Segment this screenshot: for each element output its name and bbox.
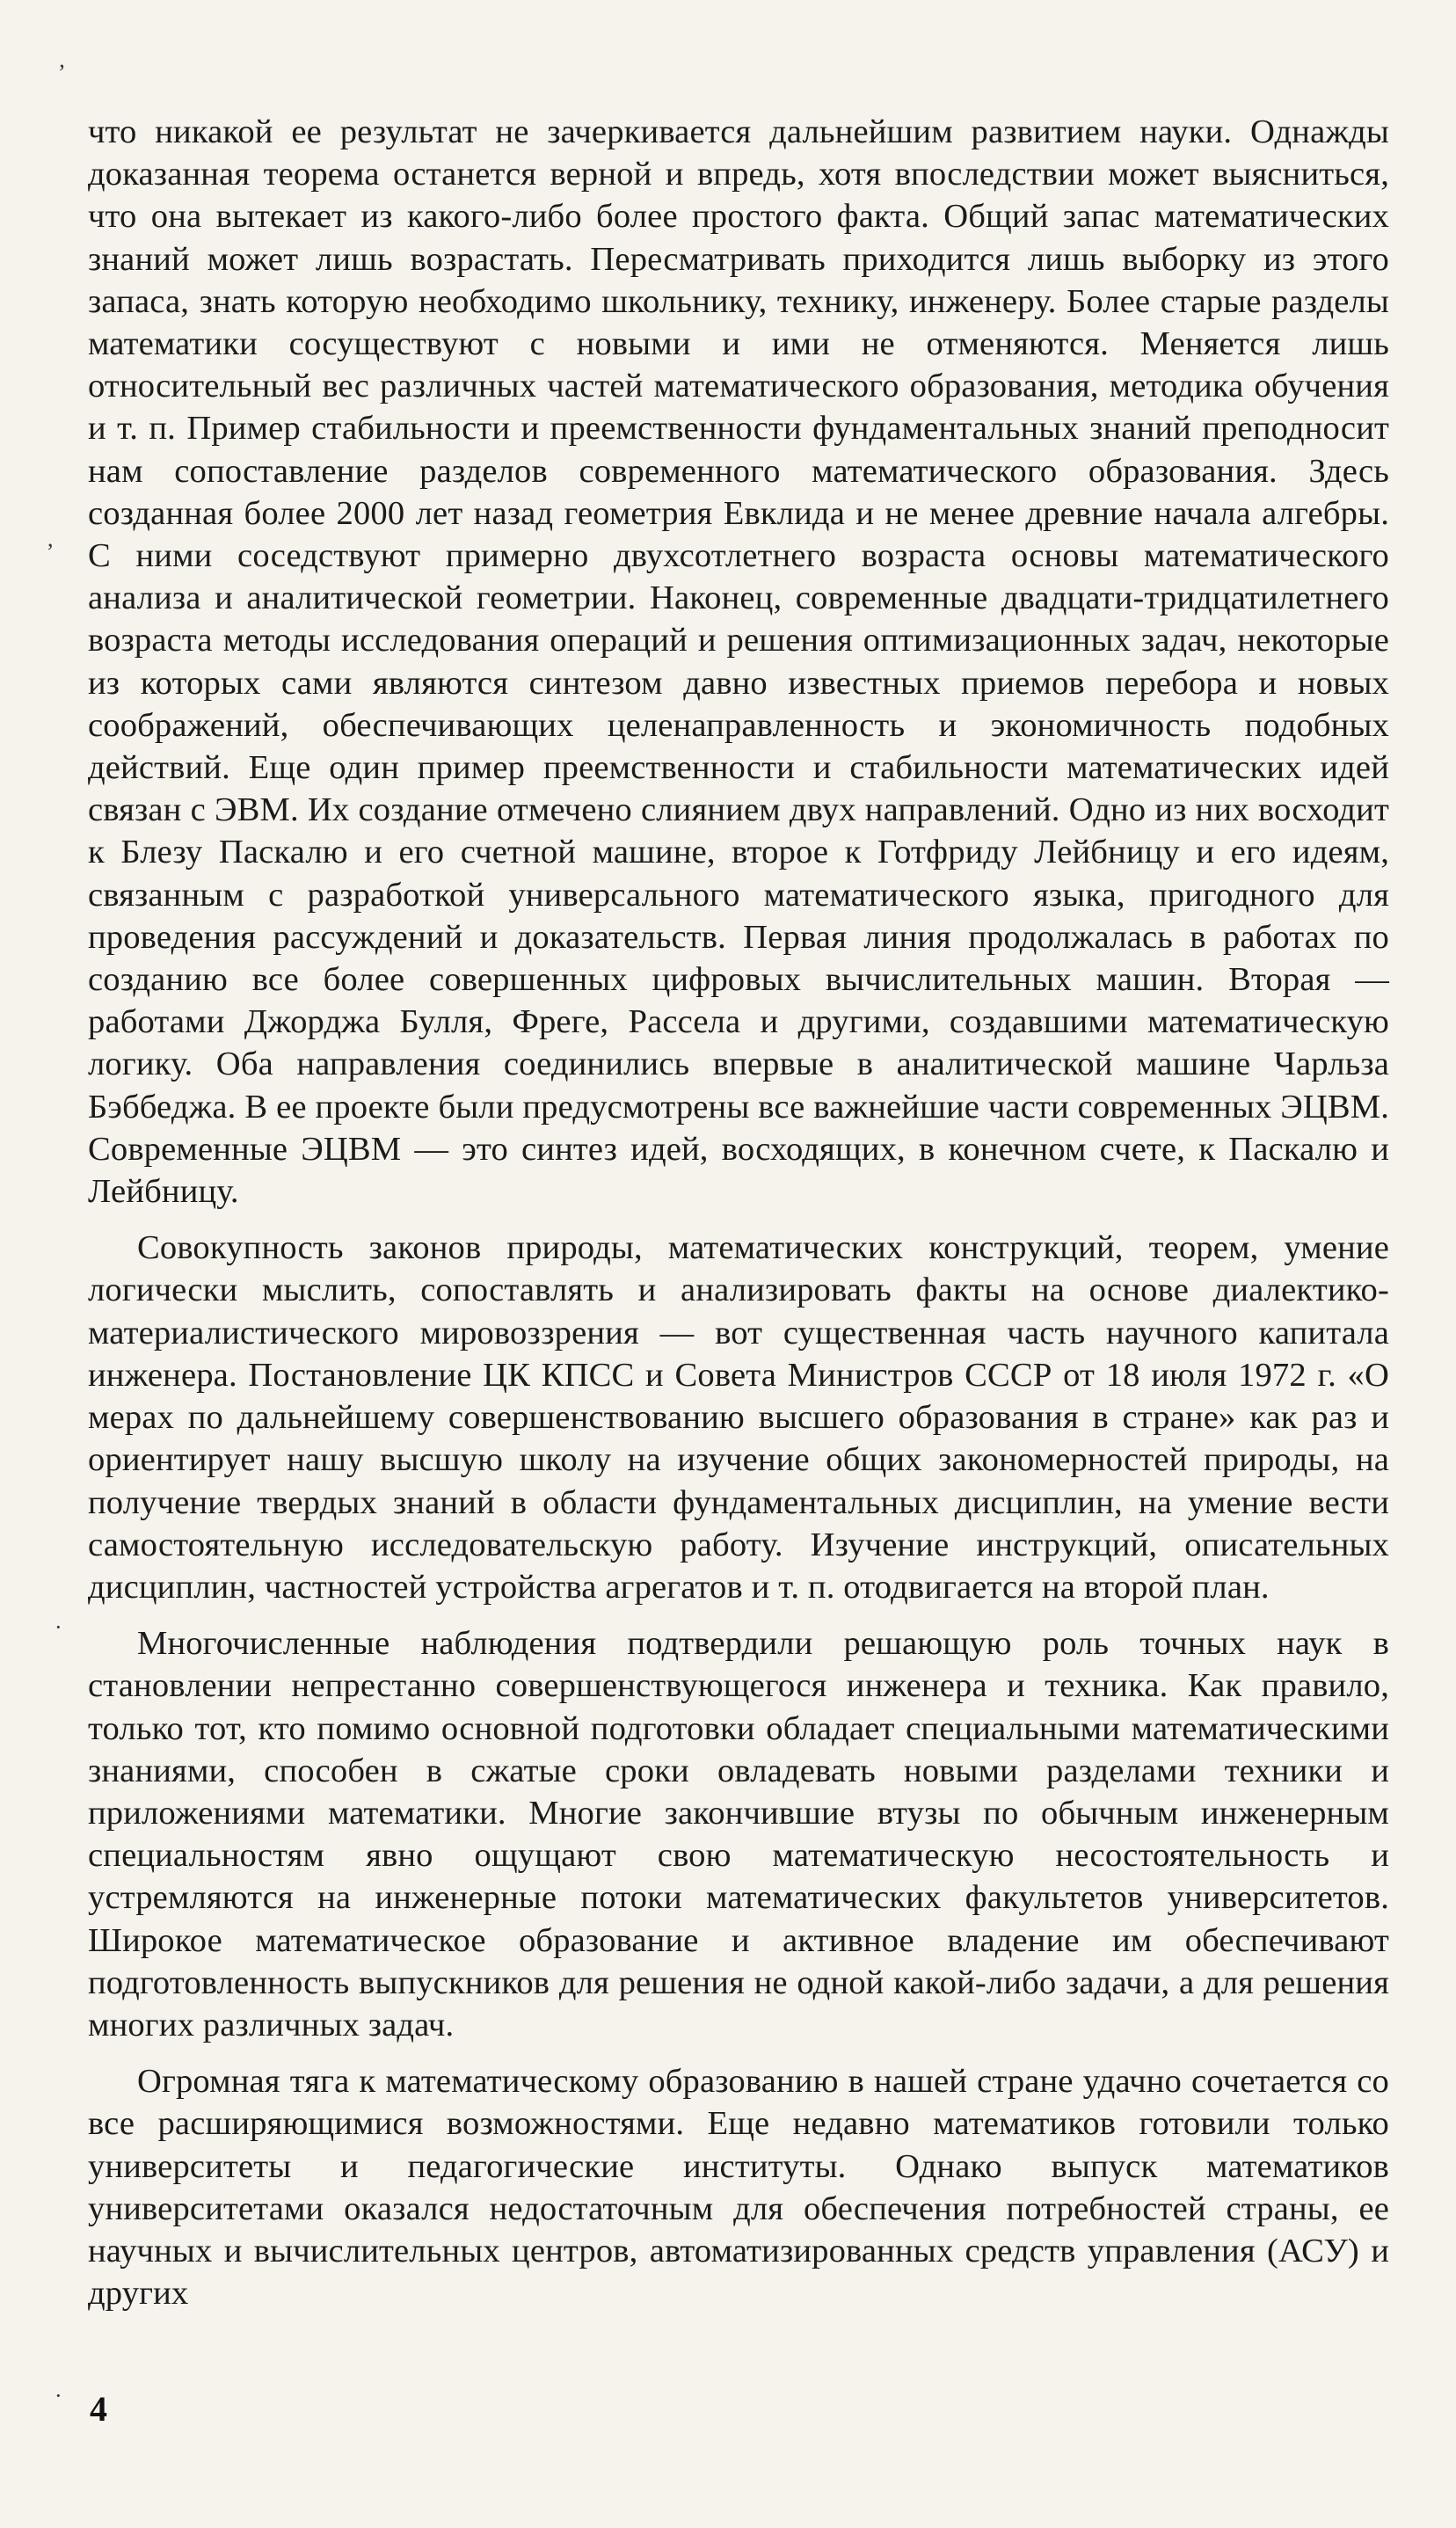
scan-speck: ·	[55, 1614, 62, 1640]
text-column	[88, 111, 1389, 2314]
scan-speck: ,	[47, 526, 54, 551]
paragraph-3: Многочисленные наблюдения подтвердили решающую роль точных наук в становлении непрестанно совершенствующегося инженера и техника. Как правило, только тот, кто помимо основной подготовки обладает специальными математическими знаниями, способен в сжатые сроки овладевать новыми разделами техники и приложениями математики. Многие закончившие втузы по обычным инженерным специальностям явно ощущают свою математическую несостоятельность и устремляются на инженерные потоки математических факультетов университетов. Широкое математическое образование и активное владение им обеспечивают подготовленность выпускников для решения не одной какой-либо задачи, а для решения многих различных задач.	[88, 1625, 1389, 2044]
paragraph-2: Совокупность законов природы, математических конструкций, теорем, умение логически мыслить, сопоставлять и анализировать факты на основе диалектико-материалистического мировоззрения — вот существенная часть научного капитала инженера. Постановление ЦК КПСС и Совета Министров СССР от 18 июля 1972 г. «О мерах по дальнейшему совершенствованию высшего образования в стране» как раз и ориентирует нашу высшую школу на изучение общих закономерностей природы, на получение твердых знаний в области фундаментальных дисциплин, на умение вести самостоятельную исследовательскую работу. Изучение инструкций, описательных дисциплин, частностей устройства агрегатов и т. п. отодвигается на второй план.	[88, 1229, 1389, 1606]
page-number: 4	[90, 2389, 107, 2429]
paragraph-4: Огромная тяга к математическому образованию в нашей стране удачно сочетается со все расширяющимися возможностями. Еще недавно математиков готовили только университеты и педагогические институты. Однако выпуск математиков университетами оказался недостаточным для обеспечения потребностей страны, ее научных и вычислительных центров, автоматизированных средств управления (АСУ) и других	[88, 2063, 1389, 2313]
scan-speck: ·	[55, 2383, 62, 2408]
paragraph-1: что никакой ее результат не зачеркивается дальнейшим развитием науки. Однажды доказанная теорема останется верной и впредь, хотя впоследствии может выясниться, что она вытекает из какого-либо более простого факта. Общий запас математических знаний может лишь возрастать. Пересматривать приходится лишь выборку из этого запаса, знать которую необходимо школьнику, технику, инженеру. Более старые разделы математики сосуществуют с новыми и ими не отменяются. Меняется лишь относительный вес различных частей математического образования, методика обучения и т. п. Пример стабильности и преемственности фундаментальных знаний преподносит нам сопоставление разделов современного математического образования. Здесь созданная более 2000 лет назад геометрия Евклида и не менее древние начала алгебры. С ними соседствуют примерно двухсотлетнего возраста основы математического анализа и аналитической геометрии. Наконец, современные двадцати-тридцатилетнего возраста методы исследования операций и решения оптимизационных задач, некоторые из которых сами являются синтезом давно известных приемов перебора и новых соображений, обеспечивающих целенаправленность и экономичность подобных действий. Еще один пример преемственности и стабильности математических идей связан с ЭВМ. Их создание отмечено слиянием двух направлений. Одно из них восходит к Блезу Паскалю и его счетной машине, второе к Готфриду Лейбницу и его идеям, связанным с разработкой универсального математического языка, пригодного для проведения рассуждений и доказательств. Первая линия продолжалась в работах по созданию все более совершенных цифровых вычислительных машин. Вторая — работами Джорджа Булля, Фреге, Рассела и другими, создавшими математическую логику. Оба направления соединились впервые в аналитической машине Чарльза Бэббеджа. В ее проекте были предусмотрены все важнейшие части современных ЭЦВМ. Современные ЭЦВМ — это синтез идей, восходящих, в конечном счете, к Паскалю и Лейбницу.	[88, 113, 1389, 1211]
book-page	[88, 88, 1389, 2462]
scan-speck: ʼ	[58, 60, 66, 85]
